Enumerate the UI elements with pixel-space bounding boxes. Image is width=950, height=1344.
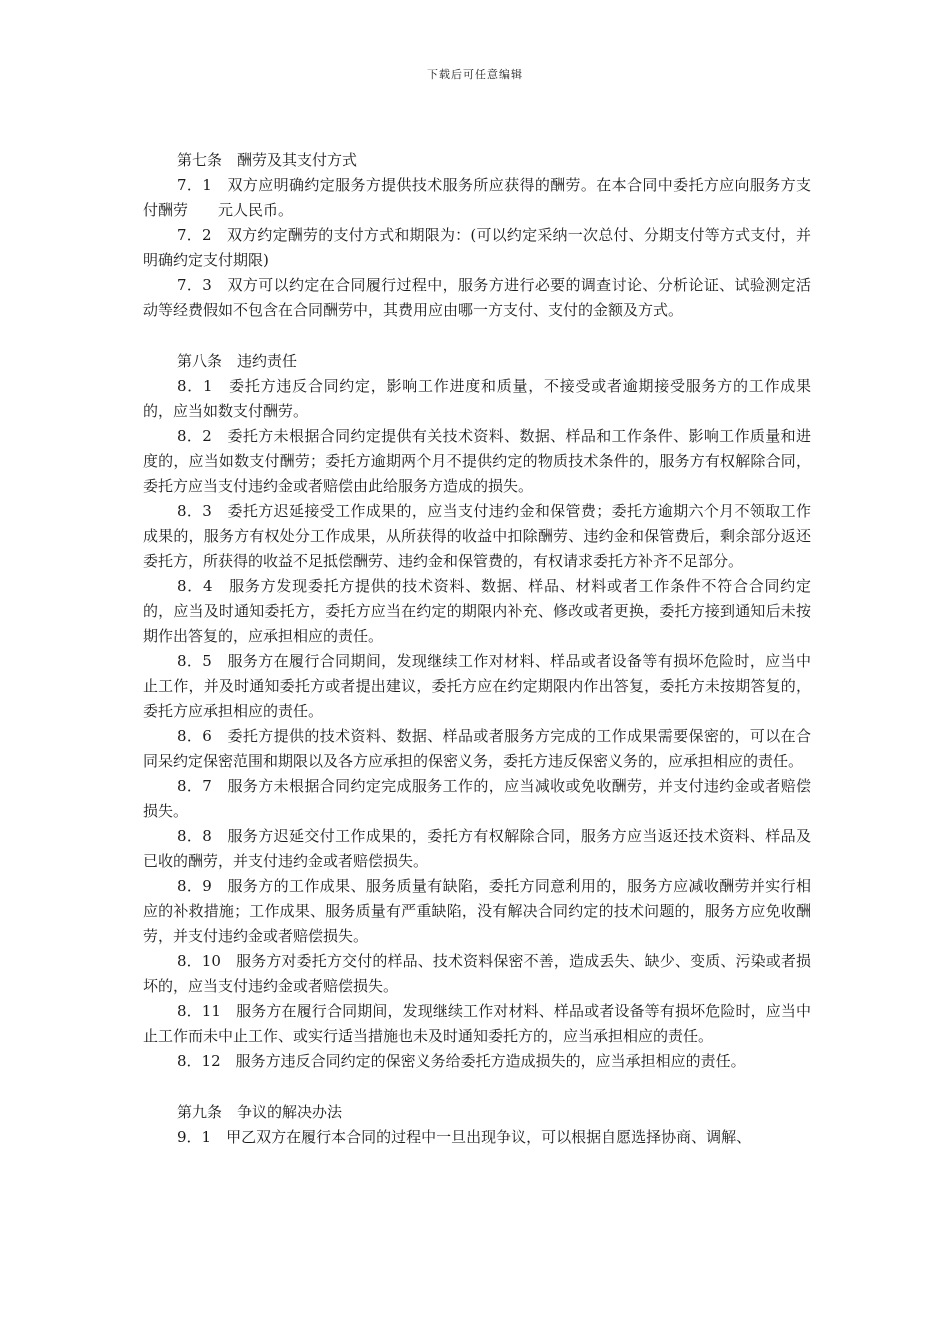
section-article-9: [143, 1100, 811, 1150]
article-heading: 第八条 违约责任: [177, 352, 298, 370]
clause-paragraph: 9．1 甲乙双方在履行本合同的过程中一旦出现争议，可以根据自愿选择协商、调解、: [177, 1128, 752, 1146]
article-heading: 第九条 争议的解决办法: [177, 1103, 343, 1121]
section-article-8: [143, 349, 811, 1074]
article-heading: 第七条 酬劳及其支付方式: [177, 151, 358, 169]
clause-paragraph: 7．3 双方可以约定在合同履行过程中，服务方进行必要的调查讨论、分析论证、试验测定活动等经费假如不包含在合同酬劳中，其费用应由哪一方支付、支付的金额及方式。: [143, 276, 811, 319]
clause-paragraph: 7．1 双方应明确约定服务方提供技术服务所应获得的酬劳。在本合同中委托方应向服务方支付酬劳 元人民币。: [143, 176, 811, 219]
clause-paragraph: 8．8 服务方迟延交付工作成果的，委托方有权解除合同，服务方应当返还技术资料、样品及已收的酬劳，并支付违约金或者赔偿损失。: [143, 827, 811, 870]
clause-paragraph: 8．3 委托方迟延接受工作成果的，应当支付违约金和保管费；委托方逾期六个月不领取工作成果的，服务方有权处分工作成果，从所获得的收益中扣除酬劳、违约金和保管费后，剩余部分返还委托方，所获得的收益不足抵偿酬劳、违约金和保管费的，有权请求委托方补齐不足部分。: [143, 502, 811, 570]
document-body: [143, 148, 811, 1176]
clause-paragraph: 7．2 双方约定酬劳的支付方式和期限为：(可以约定采纳一次总付、分期支付等方式支付，并明确约定支付期限): [143, 226, 811, 269]
page-header: 下载后可任意编辑: [427, 68, 523, 81]
section-article-7: [143, 148, 811, 323]
clause-paragraph: 8．1 委托方违反合同约定，影响工作进度和质量，不接受或者逾期接受服务方的工作成果的，应当如数支付酬劳。: [143, 377, 811, 420]
clause-paragraph: 8．7 服务方未根据合同约定完成服务工作的，应当减收或免收酬劳，并支付违约金或者赔偿损失。: [143, 777, 811, 820]
clause-paragraph: 8．11 服务方在履行合同期间，发现继续工作对材料、样品或者设备等有损坏危险时，应当中止工作而未中止工作、或实行适当措施也未及时通知委托方的，应当承担相应的责任。: [143, 1002, 811, 1045]
clause-paragraph: 8．10 服务方对委托方交付的样品、技术资料保密不善，造成丢失、缺少、变质、污染或者损坏的，应当支付违约金或者赔偿损失。: [143, 952, 811, 995]
clause-paragraph: 8．12 服务方违反合同约定的保密义务给委托方造成损失的，应当承担相应的责任。: [177, 1052, 746, 1070]
clause-paragraph: 8．2 委托方未根据合同约定提供有关技术资料、数据、样品和工作条件、影响工作质量和进度的，应当如数支付酬劳；委托方逾期两个月不提供约定的物质技术条件的，服务方有权解除合同，委托方应当支付违约金或者赔偿由此给服务方造成的损失。: [143, 427, 811, 495]
clause-paragraph: 8．5 服务方在履行合同期间，发现继续工作对材料、样品或者设备等有损坏危险时，应当中止工作，并及时通知委托方或者提出建议，委托方应在约定期限内作出答复，委托方未按期答复的，委托方应承担相应的责任。: [143, 652, 811, 720]
clause-paragraph: 8．4 服务方发现委托方提供的技术资料、数据、样品、材料或者工作条件不符合合同约定的，应当及时通知委托方，委托方应当在约定的期限内补充、修改或者更换，委托方接到通知后未按期作出答复的，应承担相应的责任。: [143, 577, 811, 645]
clause-paragraph: 8．9 服务方的工作成果、服务质量有缺陷，委托方同意利用的，服务方应减收酬劳并实行相应的补救措施；工作成果、服务质量有严重缺陷，没有解决合同约定的技术问题的，服务方应免收酬劳，并支付违约金或者赔偿损失。: [143, 877, 811, 945]
clause-paragraph: 8．6 委托方提供的技术资料、数据、样品或者服务方完成的工作成果需要保密的，可以在合同呆约定保密范围和期限以及各方应承担的保密义务，委托方违反保密义务的，应承担相应的责任。: [143, 727, 811, 770]
